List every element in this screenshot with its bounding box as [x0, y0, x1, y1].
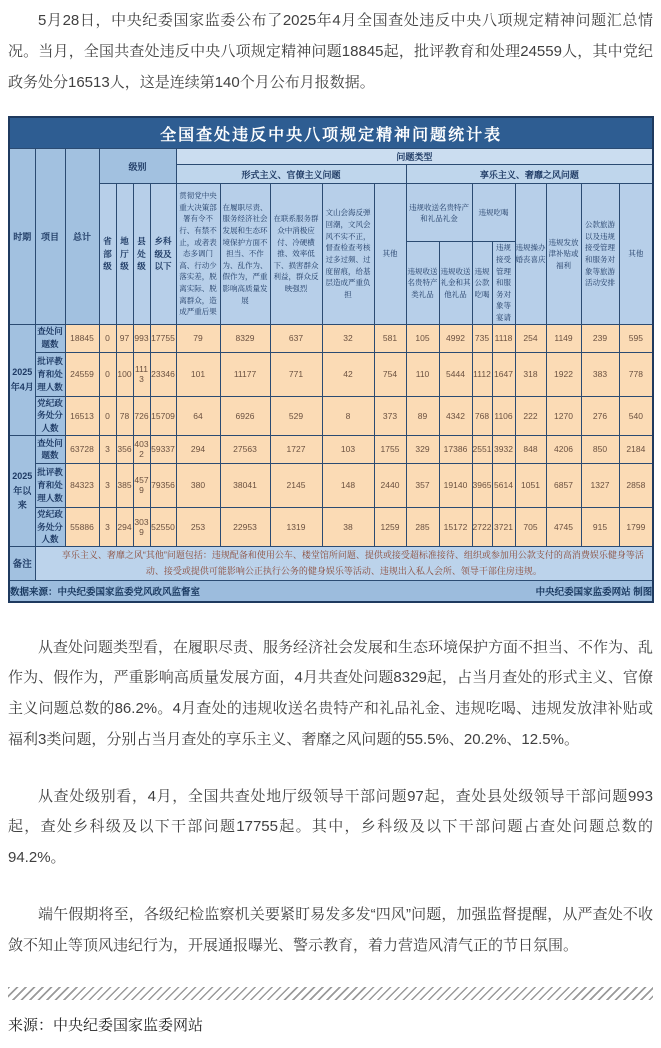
data-cell: 2551	[472, 435, 492, 463]
data-cell: 52550	[150, 507, 176, 546]
data-cell: 32	[322, 324, 374, 352]
data-cell: 11177	[220, 352, 270, 396]
data-cell: 105	[406, 324, 439, 352]
data-cell: 4579	[133, 463, 150, 507]
data-cell: 1647	[492, 352, 515, 396]
stats-table	[8, 116, 654, 602]
data-cell: 38	[322, 507, 374, 546]
data-cell: 18845	[65, 324, 99, 352]
data-cell: 3039	[133, 507, 150, 546]
body-paragraph-levels: 从查处级别看，4月，全国共查处地厅级领导干部问题97起，查处县处级领导干部问题993起，查处乡科级及以下干部问题17755起。其中，乡科级及以下干部问题占查处问题总数的94.2%。	[8, 787, 653, 866]
data-cell: 637	[270, 324, 322, 352]
row-label: 党纪政务处分人数	[35, 507, 65, 546]
data-cell: 1149	[546, 324, 581, 352]
data-cell: 771	[270, 352, 322, 396]
header-eat-sub-2: 违规接受管理和服务对象等宴请	[492, 242, 515, 324]
header-formalism-col-2: 在履职尽责、服务经济社会发展和生态环境保护方面不担当、不作为、乱作为、假作为，严重影响高质量发展	[220, 184, 270, 324]
data-cell: 356	[116, 435, 133, 463]
data-cell: 915	[581, 507, 619, 546]
data-cell: 768	[472, 396, 492, 435]
data-cell: 8329	[220, 324, 270, 352]
data-cell: 1319	[270, 507, 322, 546]
data-cell: 17386	[439, 435, 472, 463]
data-cell: 254	[515, 324, 546, 352]
data-cell: 529	[270, 396, 322, 435]
data-cell: 726	[133, 396, 150, 435]
data-cell: 581	[374, 324, 406, 352]
data-cell: 79	[176, 324, 220, 352]
data-cell: 3965	[472, 463, 492, 507]
data-cell: 4342	[439, 396, 472, 435]
header-hedonism-group: 享乐主义、奢靡之风问题	[406, 165, 653, 184]
data-cell: 100	[116, 352, 133, 396]
data-cell: 705	[515, 507, 546, 546]
data-cell: 97	[116, 324, 133, 352]
data-cell: 1112	[472, 352, 492, 396]
data-cell: 383	[581, 352, 619, 396]
data-cell: 55886	[65, 507, 99, 546]
data-cell: 22953	[220, 507, 270, 546]
data-cell: 3	[99, 463, 116, 507]
header-gift-sub-2: 违规收送礼金和其他礼品	[439, 242, 472, 324]
header-formalism-other: 其他	[374, 184, 406, 324]
table-title: 全国查处违反中央八项规定精神问题统计表	[9, 117, 653, 149]
data-cell: 110	[406, 352, 439, 396]
data-cell: 148	[322, 463, 374, 507]
header-item: 项目	[35, 149, 65, 324]
data-cell: 253	[176, 507, 220, 546]
row-label: 查处问题数	[35, 435, 65, 463]
data-cell: 8	[322, 396, 374, 435]
data-cell: 1113	[133, 352, 150, 396]
header-eat-group: 违规吃喝	[472, 184, 515, 242]
data-cell: 2440	[374, 463, 406, 507]
data-cell: 17755	[150, 324, 176, 352]
data-cell: 285	[406, 507, 439, 546]
data-cell: 38041	[220, 463, 270, 507]
data-cell: 27563	[220, 435, 270, 463]
header-hedonism-travel: 公款旅游以及违规接受管理和服务对象等旅游活动安排	[581, 184, 619, 324]
data-cell: 4032	[133, 435, 150, 463]
header-hedonism-allowance: 违规发放津补贴或福利	[546, 184, 581, 324]
data-cell: 380	[176, 463, 220, 507]
header-level-county: 县处级	[133, 184, 150, 324]
data-cell: 4206	[546, 435, 581, 463]
data-cell: 329	[406, 435, 439, 463]
data-cell: 103	[322, 435, 374, 463]
data-cell: 4992	[439, 324, 472, 352]
intro-paragraph: 5月28日，中央纪委国家监委公布了2025年4月全国查处违反中央八项规定精神问题汇总情况。当月，全国共查处违反中央八项规定精神问题18845起，批评教育和处理24559人，其中党纪政务处分16513人，这是连续第140个月公布月报数据。	[8, 12, 653, 91]
article-source: 来源：中央纪委国家监委网站	[8, 1017, 204, 1035]
data-cell: 1259	[374, 507, 406, 546]
header-formalism-group: 形式主义、官僚主义问题	[176, 165, 406, 184]
data-cell: 1755	[374, 435, 406, 463]
hatched-divider	[8, 987, 653, 1000]
data-cell: 2145	[270, 463, 322, 507]
data-cell: 63728	[65, 435, 99, 463]
data-cell: 1270	[546, 396, 581, 435]
data-cell: 294	[116, 507, 133, 546]
data-cell: 78	[116, 396, 133, 435]
data-cell: 2858	[619, 463, 653, 507]
header-level-group: 级别	[99, 149, 176, 184]
table-source-row	[9, 580, 653, 602]
data-cell: 3	[99, 507, 116, 546]
data-cell: 276	[581, 396, 619, 435]
header-formalism-col-4: 文山会海反弹回潮，文风会风不实不正，督查检查考核过多过频、过度留痕，给基层造成严重负担	[322, 184, 374, 324]
data-cell: 5444	[439, 352, 472, 396]
data-cell: 1799	[619, 507, 653, 546]
data-cell: 222	[515, 396, 546, 435]
body-paragraph-holiday: 端午假期将至，各级纪检监察机关要紧盯易发多发“四风”问题，加强监督提醒，从严查处不收敛不知止等顶风违纪行为，开展通报曝光、警示教育，着力营造风清气正的节日氛围。	[8, 905, 653, 954]
header-eat-sub-1: 违规公款吃喝	[472, 242, 492, 324]
data-cell: 15172	[439, 507, 472, 546]
data-cell: 848	[515, 435, 546, 463]
data-cell: 16513	[65, 396, 99, 435]
header-hedonism-other: 其他	[619, 184, 653, 324]
data-cell: 294	[176, 435, 220, 463]
data-cell: 84323	[65, 463, 99, 507]
header-level-prefecture: 地厅级	[116, 184, 133, 324]
data-cell: 5614	[492, 463, 515, 507]
header-hedonism-wedding: 违规操办婚丧喜庆	[515, 184, 546, 324]
data-cell: 3721	[492, 507, 515, 546]
data-cell: 4745	[546, 507, 581, 546]
data-cell: 357	[406, 463, 439, 507]
header-problem-type: 问题类型	[176, 149, 653, 165]
data-cell: 101	[176, 352, 220, 396]
data-cell: 0	[99, 324, 116, 352]
data-cell: 6857	[546, 463, 581, 507]
data-cell: 64	[176, 396, 220, 435]
data-cell: 1327	[581, 463, 619, 507]
header-period: 时期	[9, 149, 35, 324]
row-label: 查处问题数	[35, 324, 65, 352]
data-cell: 0	[99, 396, 116, 435]
data-cell: 1051	[515, 463, 546, 507]
row-label: 党纪政务处分人数	[35, 396, 65, 435]
header-level-township: 乡科级及以下	[150, 184, 176, 324]
body-paragraph-types: 从查处问题类型看，在履职尽责、服务经济社会发展和生态环境保护方面不担当、不作为、乱作为、假作为，严重影响高质量发展方面，4月共查处问题8329起，占当月查处的形式主义、官僚主义问题总数的86.2%。4月查处的违规收送名贵特产和礼品礼金、违规吃喝、违规发放津补贴或福利3类问题，分别占当月查处的享乐主义、奢靡之风问题的55.5%、20.2%、12.5%。	[8, 638, 654, 748]
data-cell: 19140	[439, 463, 472, 507]
data-cell: 1727	[270, 435, 322, 463]
data-cell: 89	[406, 396, 439, 435]
note-label: 备注	[9, 547, 35, 580]
data-cell: 24559	[65, 352, 99, 396]
data-cell: 2722	[472, 507, 492, 546]
period-label: 2025年以来	[9, 435, 35, 546]
data-cell: 735	[472, 324, 492, 352]
data-cell: 778	[619, 352, 653, 396]
data-cell: 23346	[150, 352, 176, 396]
data-cell: 59337	[150, 435, 176, 463]
data-cell: 318	[515, 352, 546, 396]
data-cell: 1106	[492, 396, 515, 435]
row-label: 批评教育和处理人数	[35, 463, 65, 507]
period-label: 2025年4月	[9, 324, 35, 435]
header-formalism-col-3: 在联系服务群众中消极应付、冷硬横推、效率低下、损害群众利益，群众反映强烈	[270, 184, 322, 324]
header-total: 总计	[65, 149, 99, 324]
data-cell: 239	[581, 324, 619, 352]
data-cell: 6926	[220, 396, 270, 435]
data-cell: 373	[374, 396, 406, 435]
data-cell: 42	[322, 352, 374, 396]
note-text: 享乐主义、奢靡之风“其他”问题包括：违规配备和使用公车、楼堂馆所问题、提供或接受超标准接待、组织或参加用公款支付的高消费娱乐健身等活动、接受或提供可能影响公正执行公务的健身娱乐等活动、违规出入私人会所、领导干部住房违规。	[35, 547, 653, 580]
data-cell: 79356	[150, 463, 176, 507]
table-data-source: 数据来源：中央纪委国家监委党风政风监督室	[10, 586, 201, 598]
data-cell: 1922	[546, 352, 581, 396]
data-cell: 0	[99, 352, 116, 396]
data-cell: 2184	[619, 435, 653, 463]
data-cell: 595	[619, 324, 653, 352]
table-credit: 中央纪委国家监委网站 制图	[535, 586, 653, 598]
header-gift-sub-1: 违规收送名贵特产类礼品	[406, 242, 439, 324]
data-cell: 993	[133, 324, 150, 352]
data-cell: 850	[581, 435, 619, 463]
data-cell: 15709	[150, 396, 176, 435]
data-cell: 3932	[492, 435, 515, 463]
data-cell: 385	[116, 463, 133, 507]
header-level-provincial: 省部级	[99, 184, 116, 324]
data-cell: 540	[619, 396, 653, 435]
data-cell: 1118	[492, 324, 515, 352]
data-cell: 754	[374, 352, 406, 396]
data-cell: 3	[99, 435, 116, 463]
row-label: 批评教育和处理人数	[35, 352, 65, 396]
header-formalism-col-1: 贯彻党中央重大决策部署有令不行、有禁不止，或者表态多调门高、行动少落实差，脱离实际、脱离群众，造成严重后果	[176, 184, 220, 324]
header-gift-group: 违规收送名贵特产和礼品礼金	[406, 184, 472, 242]
